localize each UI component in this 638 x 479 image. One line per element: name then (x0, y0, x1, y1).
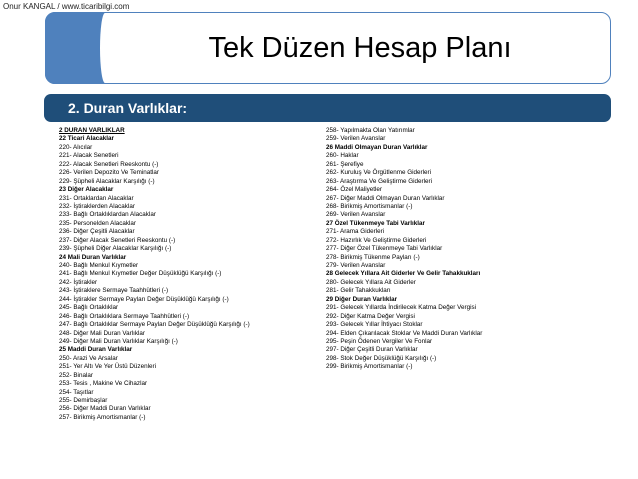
account-item: 248- Diğer Mali Duran Varlıklar (59, 329, 145, 337)
account-item: 262- Kuruluş Ve Örgütlenme Giderleri (326, 169, 431, 177)
account-item: 231- Ortaklardan Alacaklar (59, 194, 134, 202)
account-item: 240- Bağlı Menkul Kıymetler (59, 262, 139, 269)
account-item: 281- Gelir Tahakkukları (326, 287, 391, 295)
account-item: 292- Diğer Katma Değer Vergisi (326, 312, 415, 320)
account-item: 294- Elden Çıkarılacak Stoklar Ve Maddi Duran Varlıklar (326, 329, 483, 337)
account-item: 235- Personelden Alacaklar (59, 219, 137, 227)
account-list-left (59, 127, 250, 422)
account-item: 263- Araştırma Ve Geliştirme Giderleri (326, 177, 433, 185)
account-item: 249- Diğer Mali Duran Varlıklar Karşılığı (-) (59, 337, 178, 345)
account-item: 252- Binalar (59, 371, 93, 379)
account-item: 293- Gelecek Yıllar İhtiyacı Stoklar (326, 321, 423, 329)
account-item: 232- İştiraklerden Alacaklar (59, 202, 135, 210)
account-group-heading: 25 Maddi Duran Varlıklar (59, 346, 133, 354)
account-item: 277- Diğer Özel Tükenmeye Tabi Varlıklar (326, 245, 443, 253)
account-item: 261- Şerefiye (326, 160, 364, 168)
account-group-heading: 24 Mali Duran Varlıklar (59, 253, 127, 261)
account-item: 295- Peşin Ödenen Vergiler Ve Fonlar (326, 337, 433, 345)
account-group-heading: 23 Diğer Alacaklar (59, 186, 114, 194)
account-item: 299- Birikmiş Amortismanlar (-) (326, 363, 413, 371)
account-item: 241- Bağlı Menkul Kıymetler Değer Düşüklüğü Karşılığı (-) (59, 270, 222, 278)
account-item: 245- Bağlı Ortaklıklar (59, 304, 119, 312)
account-item: 255- Demirbaşlar (59, 397, 108, 404)
account-item: 298- Stok Değer Düşüklüğü Karşılığı (-) (326, 354, 437, 362)
account-item: 239- Şüpheli Diğer Alacaklar Karşılığı (-) (59, 245, 172, 253)
account-item: 221- Alacak Senetleri (59, 152, 119, 160)
account-item: 229- Şüpheli Alacaklar Karşılığı (-) (59, 177, 155, 185)
account-item: 243- İştiraklere Sermaye Taahhütleri (-) (59, 287, 169, 295)
section-header (44, 94, 611, 122)
account-item: 279- Verilen Avanslar (326, 262, 386, 269)
section-title: 2. Duran Varlıklar: (68, 100, 188, 116)
account-item: 247- Bağlı Ortaklıklar Sermaye Payları Değer Düşüklüğü Karşılığı (-) (59, 321, 250, 329)
account-group-heading: 29 Diğer Duran Varlıklar (326, 295, 398, 303)
account-item: 269- Verilen Avanslar (326, 211, 386, 219)
account-item: 244- İştirakler Sermaye Payları Değer Düşüklüğü Karşılığı (-) (59, 295, 229, 303)
account-item: 220- Alıcılar (59, 143, 93, 151)
account-item: 251- Yer Altı Ve Yer Üstü Düzenleri (59, 363, 156, 371)
account-item: 280- Gelecek Yıllara Ait Giderler (326, 278, 416, 286)
account-item: 250- Arazi Ve Arsalar (59, 354, 118, 362)
account-item: 260- Haklar (326, 152, 359, 160)
account-item: 246- Bağlı Ortaklıklara Sermaye Taahhütleri (-) (59, 312, 190, 320)
account-list-right (326, 127, 482, 372)
account-item: 256- Diğer Maddi Duran Varlıklar (59, 405, 151, 413)
account-item: 271- Arama Giderleri (326, 228, 385, 236)
account-group-heading: 28 Gelecek Yıllara Ait Giderler Ve Gelir Tahakkukları (326, 270, 481, 278)
account-item: 226- Verilen Depozito Ve Teminatlar (59, 169, 159, 177)
account-item: 268- Birikmiş Amortismanlar (-) (326, 202, 413, 210)
account-group-heading: 27 Özel Tükenmeye Tabi Varlıklar (326, 219, 425, 227)
title-accent-shape (45, 12, 105, 84)
account-item: 222- Alacak Senetleri Reeskontu (-) (59, 160, 159, 168)
account-item: 278- Birikmiş Tükenme Payları (-) (326, 253, 420, 261)
title-accent-curve (100, 13, 110, 83)
account-item: 259- Verilen Avanslar (326, 135, 386, 143)
account-item: 253- Tesis , Makine Ve Cihazlar (59, 380, 148, 388)
account-item: 236- Diğer Çeşitli Alacaklar (59, 228, 135, 236)
account-item: 264- Özel Maliyetler (326, 186, 382, 194)
account-item: 258- Yapılmakta Olan Yatırımlar (326, 127, 415, 134)
account-item: 291- Gelecek Yıllarda İndirilecek Katma Değer Vergisi (326, 304, 477, 312)
account-item: 233- Bağlı Ortaklıklardan Alacaklar (59, 211, 156, 219)
account-item: 237- Diğer Alacak Senetleri Reeskontu (-) (59, 236, 176, 244)
page-title: Tek Düzen Hesap Planı (208, 31, 512, 64)
account-item: 297- Diğer Çeşitli Duran Varlıklar (326, 346, 418, 354)
credit-text: Onur KANGAL / www.ticaribilgi.com (3, 2, 130, 11)
account-item: 242- İştirakler (59, 278, 98, 286)
account-item: 272- Hazırlık Ve Geliştirme Giderleri (326, 236, 427, 244)
account-item: 257- Birikmiş Amortismanlar (-) (59, 413, 146, 421)
account-item: 267- Diğer Maddi Olmayan Duran Varlıklar (326, 194, 445, 202)
account-item: 254- Taşıtlar (59, 388, 94, 396)
account-group-heading: 26 Maddi Olmayan Duran Varlıklar (326, 143, 428, 151)
account-group-heading: 2 DURAN VARLIKLAR (59, 127, 125, 134)
account-group-heading: 22 Ticari Alacaklar (59, 135, 114, 143)
